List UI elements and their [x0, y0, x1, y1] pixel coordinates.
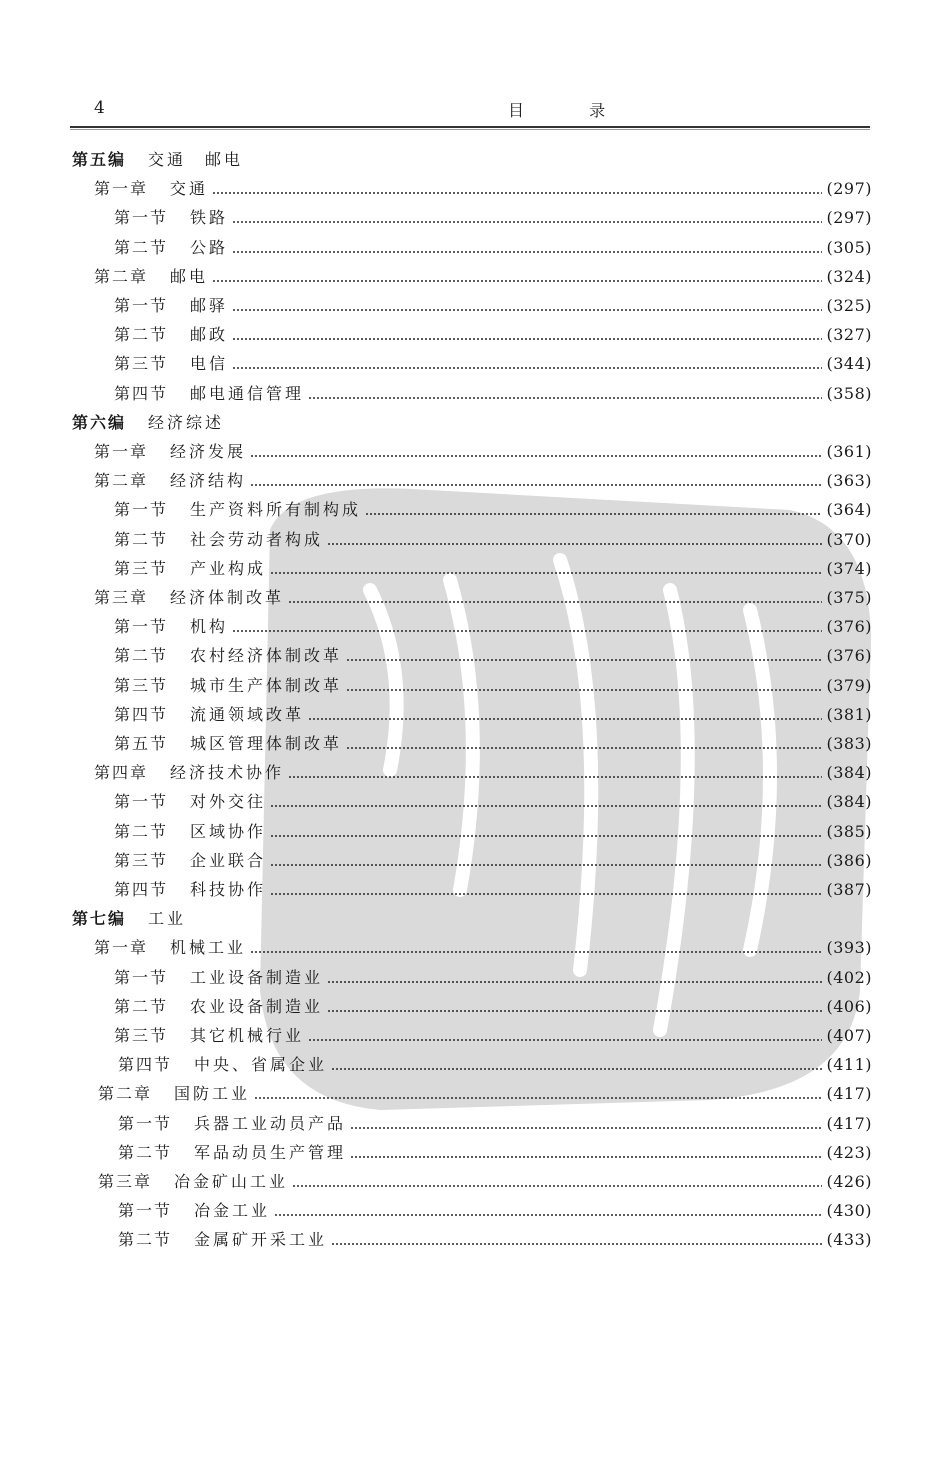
toc-title: 机械工业: [170, 938, 247, 957]
toc-label: 第五编: [72, 150, 127, 169]
toc-label: 第四节: [114, 705, 169, 724]
toc-title: 农村经济体制改革: [190, 646, 343, 665]
dot-leader: [232, 309, 822, 311]
toc-page-number: (423): [826, 1143, 872, 1162]
toc-title: 社会劳动者构成: [190, 530, 324, 549]
dot-leader: [365, 513, 822, 515]
dot-leader: [331, 1068, 822, 1070]
toc-label: 第一节: [114, 208, 169, 227]
dot-leader: [350, 1156, 822, 1158]
toc-label: 第三节: [114, 559, 169, 578]
toc-label: 第一章: [94, 179, 149, 198]
toc-section: [114, 555, 872, 579]
toc-page-number: (379): [826, 676, 872, 695]
toc-label: 第二节: [114, 997, 169, 1016]
toc-label: 第二节: [114, 822, 169, 841]
dot-leader: [250, 484, 822, 486]
toc-section: [114, 204, 872, 228]
toc-label: 第一节: [114, 500, 169, 519]
toc-page-number: (344): [826, 354, 872, 373]
toc-section: [114, 788, 872, 812]
dot-leader: [232, 338, 822, 340]
toc-page-number: (426): [826, 1172, 872, 1191]
toc-title: 邮电通信管理: [190, 384, 305, 403]
dot-leader: [327, 543, 822, 545]
toc-chapter: [98, 1168, 872, 1192]
toc-title: 区域协作: [190, 822, 267, 841]
dot-leader: [346, 689, 822, 691]
dot-leader: [254, 1097, 822, 1099]
toc-page-number: (430): [826, 1201, 872, 1220]
toc-section: [118, 1139, 872, 1163]
toc-section: [114, 730, 872, 754]
toc-title: 国防工业: [174, 1084, 251, 1103]
toc-section: [114, 993, 872, 1017]
dot-leader: [232, 221, 822, 223]
toc-label: 第五节: [114, 734, 169, 753]
toc-page-number: (297): [826, 208, 872, 227]
toc-section: [114, 964, 872, 988]
toc-section: [114, 1022, 872, 1046]
dot-leader: [250, 455, 822, 457]
toc-page-number: (370): [826, 530, 872, 549]
toc-title: 其它机械行业: [190, 1026, 305, 1045]
dot-leader: [288, 601, 822, 603]
toc-label: 第二节: [118, 1230, 173, 1249]
toc-label: 第一节: [114, 617, 169, 636]
toc-title: 邮政: [190, 325, 229, 344]
toc-page-number: (324): [826, 267, 872, 286]
toc-section: [114, 350, 872, 374]
dot-leader: [292, 1185, 822, 1187]
toc-page-number: (375): [826, 588, 872, 607]
dot-leader: [270, 572, 822, 574]
dot-leader: [327, 1010, 822, 1012]
toc-page-number: (381): [826, 705, 872, 724]
toc-page-number: (376): [826, 646, 872, 665]
toc-section: [114, 613, 872, 637]
dot-leader: [346, 747, 822, 749]
toc-chapter: [94, 584, 872, 608]
toc-label: 第二章: [94, 267, 149, 286]
dot-leader: [212, 192, 822, 194]
toc-title: 工业: [148, 909, 187, 928]
toc-section: [114, 496, 872, 520]
toc-page-number: (361): [826, 442, 872, 461]
toc-chapter: [98, 1080, 872, 1104]
toc-title: 机构: [190, 617, 229, 636]
toc-title: 中央、省属企业: [194, 1055, 328, 1074]
toc-title: 科技协作: [190, 880, 267, 899]
toc-section: [114, 847, 872, 871]
dot-leader: [274, 1214, 822, 1216]
dot-leader: [232, 251, 822, 253]
toc-page-number: (417): [826, 1114, 872, 1133]
toc-section: [114, 701, 872, 725]
toc-page-number: (406): [826, 997, 872, 1016]
toc-title: 金属矿开采工业: [194, 1230, 328, 1249]
toc-title: 工业设备制造业: [190, 968, 324, 987]
dot-leader: [308, 1039, 822, 1041]
toc-section: [114, 876, 872, 900]
toc-chapter: [94, 175, 872, 199]
toc-label: 第三节: [114, 851, 169, 870]
running-title: 目 录: [508, 101, 636, 120]
toc-page-number: (417): [826, 1084, 872, 1103]
toc-page-number: (374): [826, 559, 872, 578]
toc-page-number: (297): [826, 179, 872, 198]
toc-label: 第一章: [94, 938, 149, 957]
toc-section: [114, 321, 872, 345]
toc-section: [114, 818, 872, 842]
toc-label: 第二节: [114, 530, 169, 549]
toc-section: [114, 526, 872, 550]
toc-title: 经济综述: [148, 413, 225, 432]
toc-label: 第一节: [118, 1114, 173, 1133]
toc-title: 对外交往: [190, 792, 267, 811]
toc-section: [114, 642, 872, 666]
toc-part: [72, 409, 872, 433]
toc-title: 交通 邮电: [148, 150, 244, 169]
toc-title: 兵器工业动员产品: [194, 1114, 347, 1133]
toc-label: 第一节: [114, 792, 169, 811]
toc-title: 经济体制改革: [170, 588, 285, 607]
dot-leader: [308, 397, 822, 399]
toc-label: 第二节: [114, 238, 169, 257]
toc-label: 第六编: [72, 413, 127, 432]
toc-section: [114, 292, 872, 316]
toc-page-number: (363): [826, 471, 872, 490]
header-rule-thin: [70, 129, 870, 130]
toc-page-number: (393): [826, 938, 872, 957]
toc-label: 第一节: [118, 1201, 173, 1220]
toc-chapter: [94, 438, 872, 462]
dot-leader: [232, 630, 822, 632]
toc-page-number: (305): [826, 238, 872, 257]
dot-leader: [327, 981, 822, 983]
toc-label: 第二节: [114, 325, 169, 344]
page-header: [70, 96, 870, 124]
toc-chapter: [94, 263, 872, 287]
toc-title: 交通: [170, 179, 209, 198]
toc-label: 第七编: [72, 909, 127, 928]
toc-title: 公路: [190, 238, 229, 257]
toc-title: 流通领域改革: [190, 705, 305, 724]
toc-page-number: (433): [826, 1230, 872, 1249]
toc-section: [114, 234, 872, 258]
toc-title: 生产资料所有制构成: [190, 500, 362, 519]
toc-page-number: (358): [826, 384, 872, 403]
toc-title: 冶金工业: [194, 1201, 271, 1220]
dot-leader: [270, 835, 822, 837]
dot-leader: [331, 1243, 822, 1245]
toc-label: 第二章: [94, 471, 149, 490]
toc-chapter: [94, 759, 872, 783]
toc-label: 第三章: [94, 588, 149, 607]
toc-label: 第一节: [114, 296, 169, 315]
toc-page-number: (386): [826, 851, 872, 870]
toc-label: 第一节: [114, 968, 169, 987]
toc-title: 电信: [190, 354, 229, 373]
toc-title: 经济结构: [170, 471, 247, 490]
toc-label: 第四节: [118, 1055, 173, 1074]
toc-label: 第二节: [118, 1143, 173, 1162]
dot-leader: [232, 367, 822, 369]
toc-section: [118, 1197, 872, 1221]
page-number: 4: [94, 98, 105, 118]
toc-title: 企业联合: [190, 851, 267, 870]
toc-section: [114, 672, 872, 696]
toc-title: 邮电: [170, 267, 209, 286]
toc-page-number: (364): [826, 500, 872, 519]
dot-leader: [350, 1127, 822, 1129]
toc-page-number: (384): [826, 763, 872, 782]
toc-label: 第四节: [114, 880, 169, 899]
toc-title: 经济技术协作: [170, 763, 285, 782]
toc-page-number: (411): [826, 1055, 872, 1074]
toc-page-number: (384): [826, 792, 872, 811]
toc-section: [118, 1110, 872, 1134]
toc-title: 城区管理体制改革: [190, 734, 343, 753]
toc-title: 城市生产体制改革: [190, 676, 343, 695]
toc-title: 产业构成: [190, 559, 267, 578]
dot-leader: [288, 776, 822, 778]
toc-page-number: (387): [826, 880, 872, 899]
toc-title: 邮驿: [190, 296, 229, 315]
dot-leader: [270, 864, 822, 866]
toc-title: 铁路: [190, 208, 229, 227]
toc-title: 军品动员生产管理: [194, 1143, 347, 1162]
toc-title: 农业设备制造业: [190, 997, 324, 1016]
toc-title: 冶金矿山工业: [174, 1172, 289, 1191]
toc-label: 第四章: [94, 763, 149, 782]
toc-label: 第二节: [114, 646, 169, 665]
toc-label: 第二章: [98, 1084, 153, 1103]
toc-label: 第三节: [114, 676, 169, 695]
toc-page-number: (376): [826, 617, 872, 636]
toc-section: [114, 380, 872, 404]
dot-leader: [308, 718, 822, 720]
toc-page-number: (327): [826, 325, 872, 344]
toc-part: [72, 146, 872, 170]
toc-page-number: (385): [826, 822, 872, 841]
toc-chapter: [94, 934, 872, 958]
dot-leader: [270, 893, 822, 895]
toc-page-number: (383): [826, 734, 872, 753]
dot-leader: [212, 280, 822, 282]
toc-title: 经济发展: [170, 442, 247, 461]
dot-leader: [346, 659, 822, 661]
toc-label: 第四节: [114, 384, 169, 403]
toc-chapter: [94, 467, 872, 491]
toc-part: [72, 905, 872, 929]
toc-label: 第三节: [114, 354, 169, 373]
toc-label: 第一章: [94, 442, 149, 461]
toc-section: [118, 1226, 872, 1250]
toc-section: [118, 1051, 872, 1075]
toc-label: 第三章: [98, 1172, 153, 1191]
toc-page-number: (402): [826, 968, 872, 987]
toc-page-number: (325): [826, 296, 872, 315]
header-rule: [70, 126, 870, 128]
toc-label: 第三节: [114, 1026, 169, 1045]
toc-page-number: (407): [826, 1026, 872, 1045]
dot-leader: [270, 805, 822, 807]
dot-leader: [250, 951, 822, 953]
